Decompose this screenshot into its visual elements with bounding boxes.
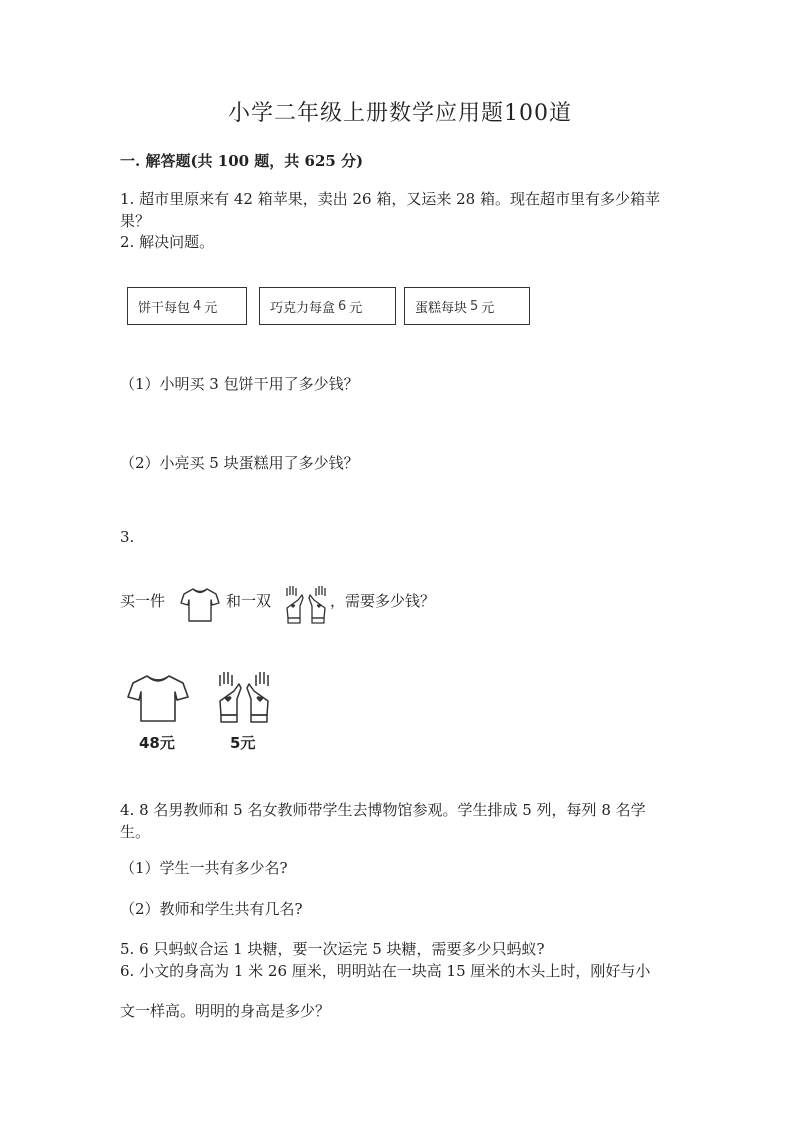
question-6-line-2: 文一样高。明明的身高是多少？ — [120, 1002, 331, 1020]
price-box-item: 巧克力每盒 — [270, 300, 336, 316]
price-box-chocolate — [259, 287, 396, 325]
gloves-icon — [216, 670, 272, 726]
question-3-label: 3. — [120, 528, 135, 546]
price-box-unit: 元 — [204, 300, 218, 316]
tshirt-icon — [126, 672, 190, 724]
price-box-number: 6 — [338, 298, 347, 314]
gloves-icon — [284, 584, 328, 626]
tshirt-price: 48元 — [139, 734, 175, 752]
question-3-and-text: 和一双 — [226, 592, 272, 610]
question-1-line-1: 1. 超市里原来有 42 箱苹果，卖出 26 箱，又运来 28 箱。现在超市里有多少箱苹 — [120, 190, 660, 208]
price-box-cake — [404, 287, 530, 325]
price-box-item: 饼干每包 — [138, 300, 191, 316]
gloves-price: 5元 — [230, 734, 256, 752]
price-box-biscuit — [127, 287, 247, 325]
price-box-number: 4 — [193, 298, 202, 314]
page-title: 小学二年级上册数学应用题100道 — [228, 101, 572, 126]
question-3-ask-text: ，需要多少钱？ — [330, 592, 436, 610]
question-4-sub-2: （2）教师和学生共有几名? — [120, 900, 303, 918]
price-box-unit: 元 — [481, 300, 495, 316]
question-3-buy-text: 买一件 — [120, 592, 166, 610]
question-2-text: 2. 解决问题。 — [120, 233, 215, 251]
question-2-sub-1: （1）小明买 3 包饼干用了多少钱？ — [120, 375, 359, 393]
price-box-number: 5 — [470, 298, 479, 314]
price-box-unit: 元 — [349, 300, 363, 316]
price-box-item: 蛋糕每块 — [415, 300, 468, 316]
section-heading: 一. 解答题(共 100 题，共 625 分) — [120, 152, 364, 170]
question-4-line-2: 生。 — [120, 823, 151, 841]
question-2-sub-2: （2）小亮买 5 块蛋糕用了多少钱？ — [120, 454, 359, 472]
question-4-line-1: 4. 8 名男教师和 5 名女教师带学生去博物馆参观。学生排成 5 列，每列 8 名学 — [120, 801, 646, 819]
question-1-line-2: 果？ — [120, 212, 151, 230]
question-5: 5. 6 只蚂蚁合运 1 块糖，要一次运完 5 块糖，需要多少只蚂蚁? — [120, 940, 545, 958]
question-6-line-1: 6. 小文的身高为 1 米 26 厘米，明明站在一块高 15 厘米的木头上时，刚好与小 — [120, 962, 651, 980]
tshirt-icon — [179, 586, 221, 624]
question-4-sub-1: （1）学生一共有多少名? — [120, 859, 288, 877]
